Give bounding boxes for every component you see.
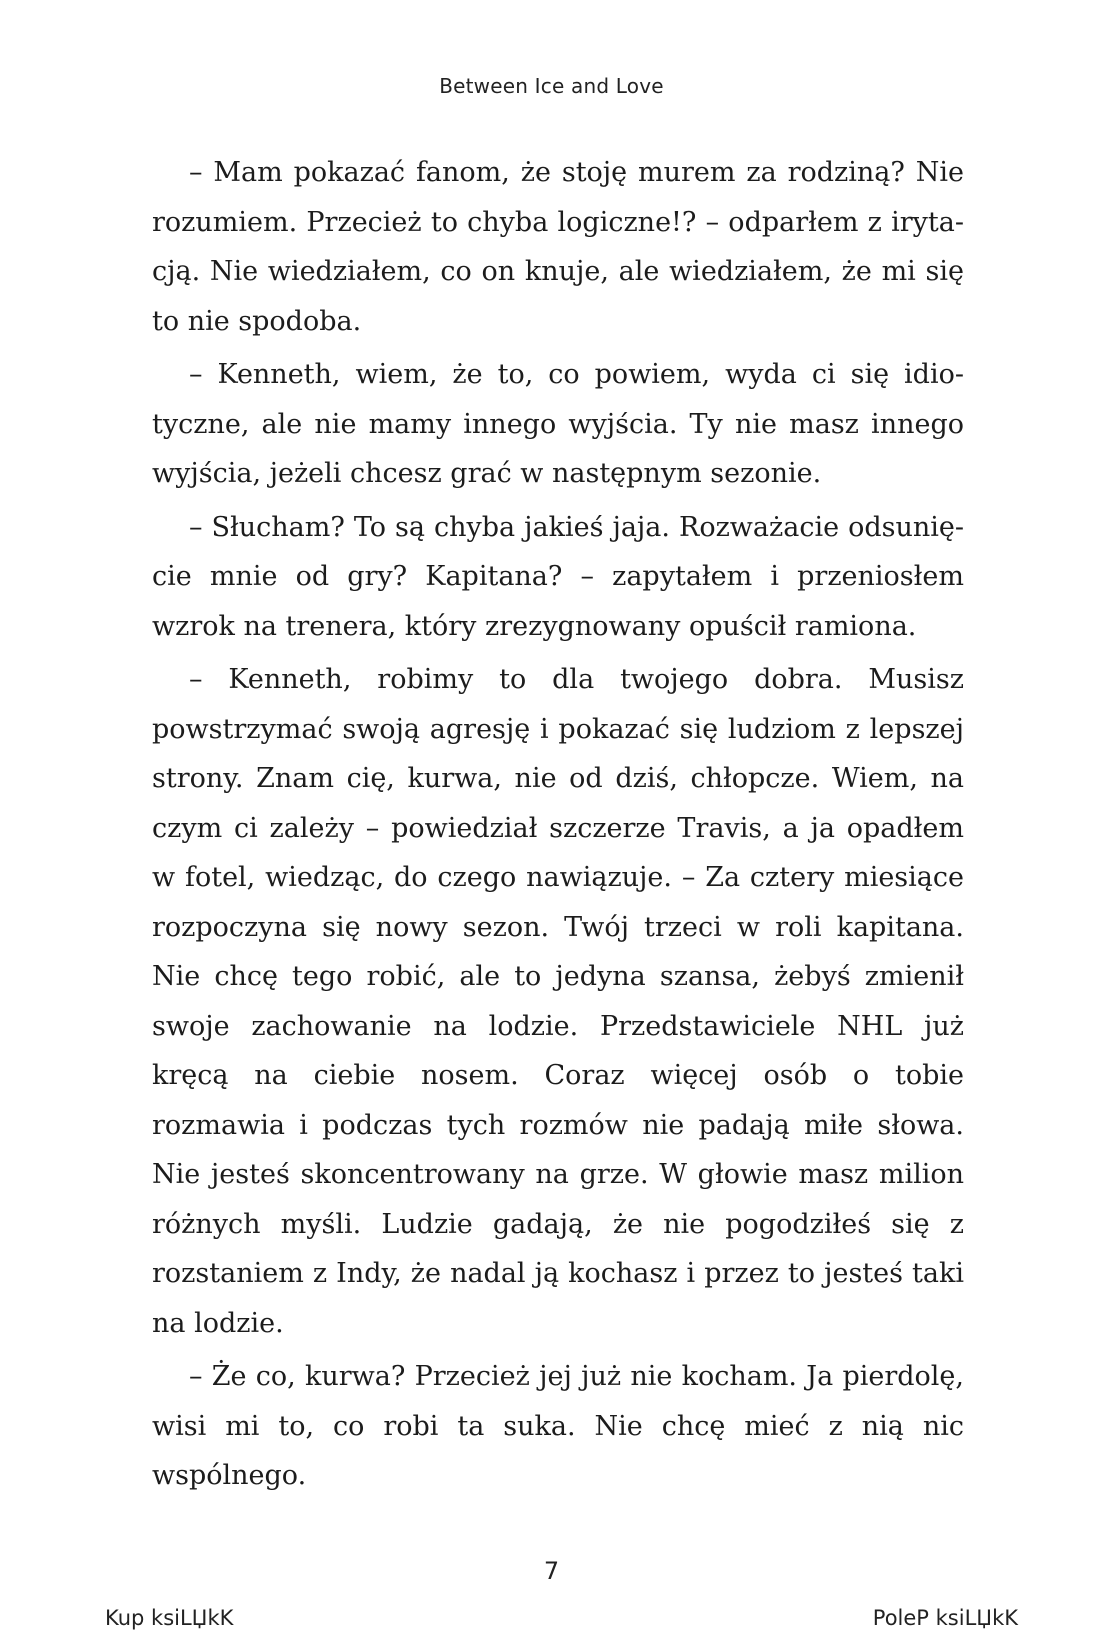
paragraph: – Mam pokazać fanom, że stoję murem za rodziną? Nie rozumiem. Przecież to chyba logiczne!? – odparłem z irytacją. Nie wiedziałem, co on knuje, ale wiedziałem, że mi się to nie spodoba. — [152, 157, 964, 337]
paragraph: – Kenneth, wiem, że to, co powiem, wyda ci się idiotyczne, ale nie mamy innego wyjścia. Ty nie masz innego wyjścia, jeżeli chcesz grać w następnym sezonie. — [152, 359, 964, 489]
footer-left-link[interactable]: Kup ksiLЏkK — [105, 1606, 234, 1630]
paragraph: – Że co, kurwa? Przecież jej już nie kocham. Ja pierdolę, wisi mi to, co robi ta suka. Nie chcę mieć z nią nic wspólnego. — [152, 1361, 964, 1491]
page-number: 7 — [543, 1557, 560, 1585]
paragraph: – Kenneth, robimy to dla twojego dobra. Musisz powstrzymać swoją agresję i pokazać się ludziom z lepszej strony. Znam cię, kurwa, nie od dziś, chłopcze. Wiem, na czym ci zależy – powiedział szczerze Travis, a ja opadłem w fotel, wiedząc, do czego nawiązuje. – Za cztery miesiące rozpoczyna się nowy sezon. Twój trzeci w roli kapitana. Nie chcę tego robić, ale to jedyna szansa, żebyś zmienił swoje zachowanie na lodzie. Przedstawiciele NHL już kręcą na ciebie nosem. Coraz więcej osób o tobie rozmawia i podczas tych rozmów nie padają miłe słowa. Nie jesteś skoncentrowany na grze. W głowie masz milion różnych myśli. Ludzie gadają, że nie pogodziłeś się z rozstaniem z Indy, że nadal ją kochasz i przez to jesteś taki na lodzie. — [152, 664, 964, 1339]
footer-right-link[interactable]: PoleP ksiLЏkK — [872, 1606, 1018, 1630]
body-text — [152, 148, 964, 1505]
running-header: Between Ice and Love — [439, 74, 664, 98]
paragraph: – Słucham? To są chyba jakieś jaja. Rozważacie odsunięcie mnie od gry? Kapitana? – zapytałem i przeniosłem wzrok na trenera, który zrezygnowany opuścił ramiona. — [152, 511, 964, 642]
